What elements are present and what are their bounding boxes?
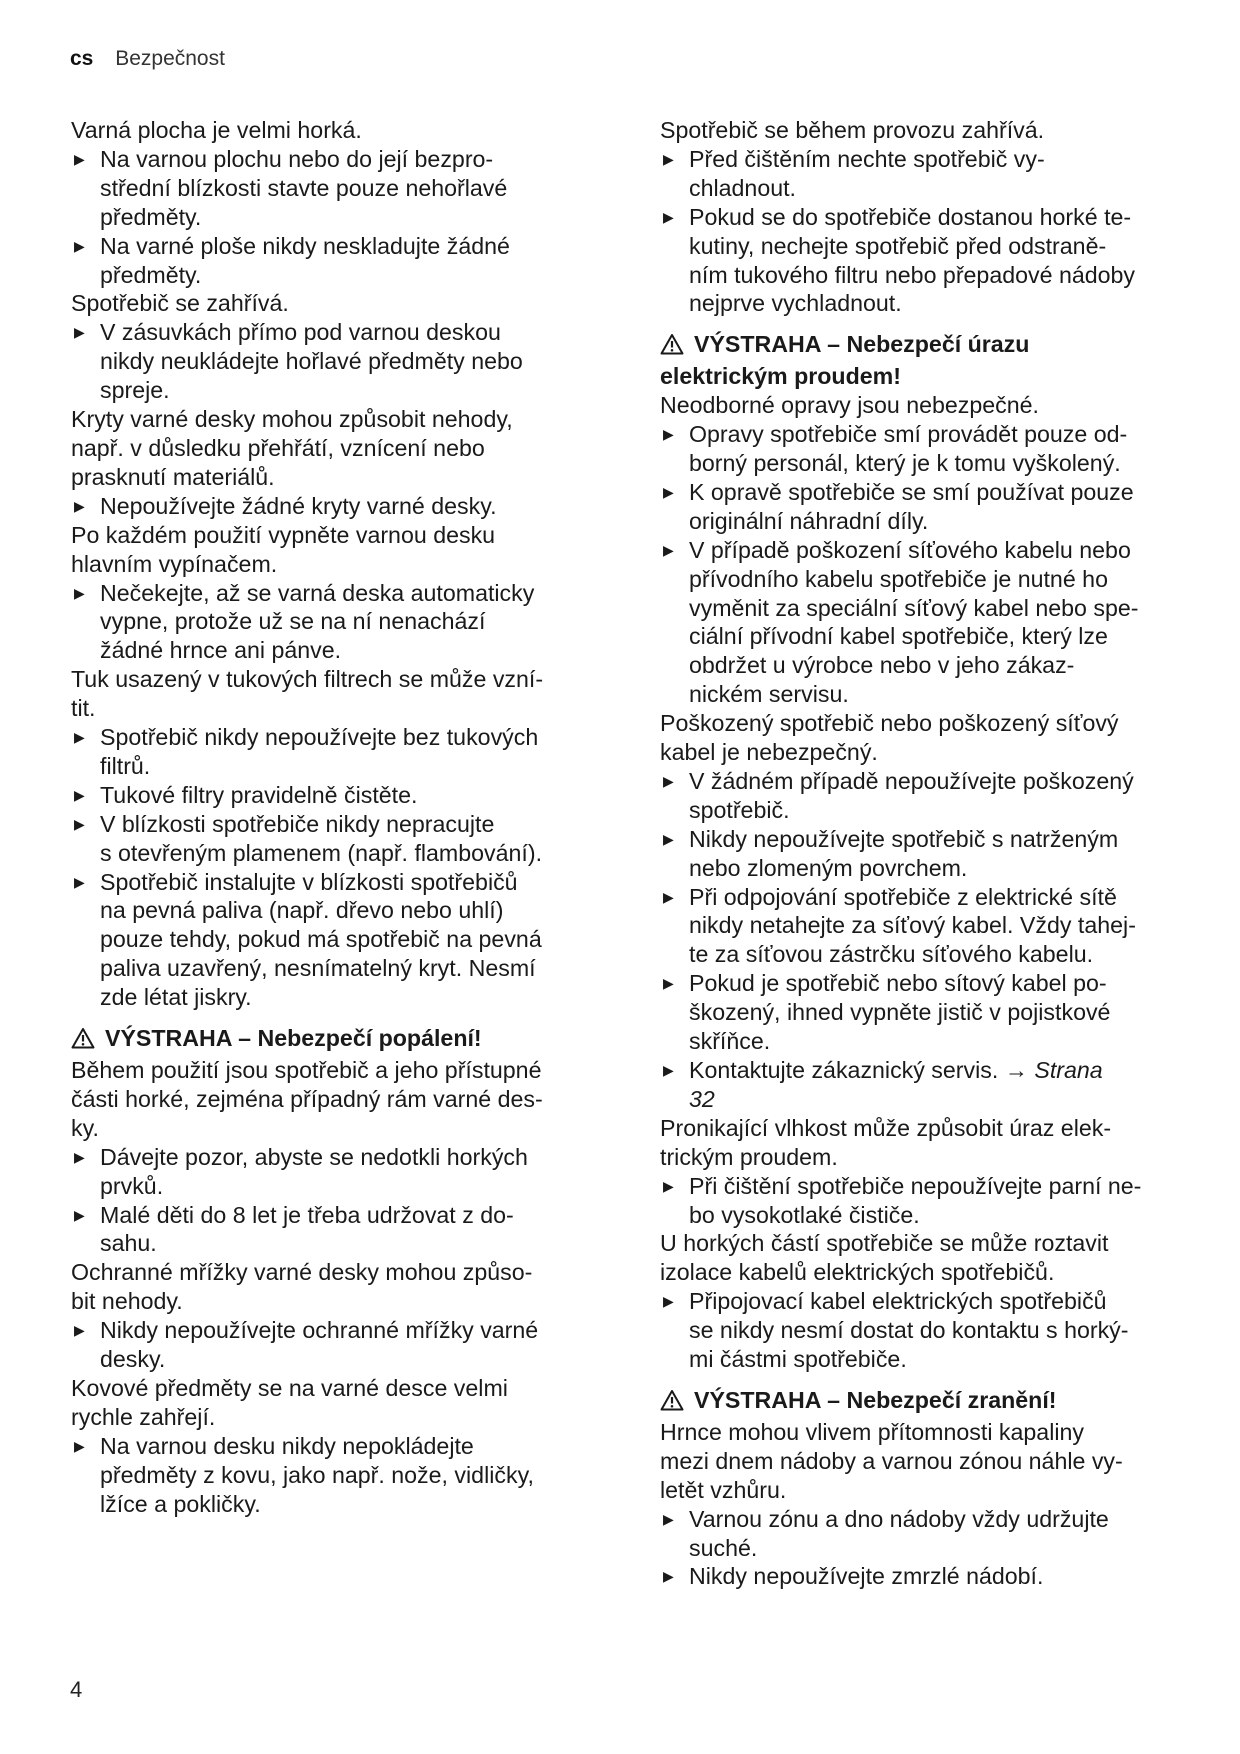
bullet-text: Nikdy nepoužívejte zmrzlé nádobí.: [689, 1563, 1044, 1590]
paragraph: Poškozený spotřebič nebo poškozený síťový kabel je nebezpečný.: [660, 710, 1119, 766]
bullet-text: Připojovací kabel elektrických spotřebičů se nikdy nesmí dostat do kontaktu s horký- mi částmi spotřebiče.: [689, 1288, 1129, 1373]
bullet-text: Opravy spotřebiče smí provádět pouze od- borný personál, který je k tomu vyškolený.: [689, 421, 1128, 476]
bullet-item: [660, 1172, 1200, 1230]
bullet-item: [71, 868, 611, 1013]
bullet-text: V žádném případě nepoužívejte poškozený spotřebič.: [689, 767, 1134, 823]
bullet-arrow-icon: ▶: [74, 815, 85, 832]
warning-heading: [71, 1024, 611, 1056]
bullet-arrow-icon: ▶: [74, 1148, 85, 1165]
bullet-text: Malé děti do 8 let je třeba udržovat z do- sahu.: [100, 1201, 514, 1257]
bullet-text: Tukové filtry pravidelně čistěte.: [100, 781, 418, 808]
bullet-text: Na varné ploše nikdy neskladujte žádné předměty.: [100, 232, 510, 288]
reference-arrow-icon: →: [1004, 1057, 1035, 1083]
bullet-text: Spotřebič nikdy nepoužívejte bez tukových filtrů.: [100, 724, 539, 779]
bullet-item: [71, 1316, 611, 1374]
paragraph: Neodborné opravy jsou nebezpečné.: [660, 392, 1039, 419]
warning-heading: [660, 330, 1200, 391]
bullet-text: Před čištěním nechte spotřebič vy- chladnout.: [689, 145, 1045, 201]
bullet-item: [71, 1432, 611, 1519]
paragraph: Spotřebič se během provozu zahřívá.: [660, 117, 1045, 143]
paragraph: Během použití jsou spotřebič a jeho přístupné části horké, zejména případný rám varné des- ky.: [71, 1057, 543, 1141]
bullet-arrow-icon: ▶: [663, 150, 674, 167]
bullet-arrow-icon: ▶: [74, 729, 85, 746]
bullet-arrow-icon: ▶: [74, 786, 85, 803]
bullet-item: [660, 767, 1200, 825]
bullet-item: [71, 232, 611, 290]
bullet-text: K opravě spotřebiče se smí používat pouze originální náhradní díly.: [689, 478, 1134, 534]
bullet-item: [71, 145, 611, 232]
bullet-item: [660, 1505, 1200, 1563]
bullet-item: [660, 478, 1200, 536]
left-column: [71, 116, 611, 1519]
paragraph: Pronikající vlhkost může způsobit úraz elek- trickým proudem.: [660, 1114, 1112, 1170]
bullet-arrow-icon: ▶: [74, 1437, 85, 1454]
page-header: [70, 47, 225, 71]
right-column: [660, 116, 1200, 1591]
bullet-text: Pokud se do spotřebiče dostanou horké te- kutiny, nechejte spotřebič před odstraně- ním tukového filtru nebo přepadové nádoby nejprve vychladnout.: [689, 203, 1136, 317]
paragraph: Tuk usazený v tukových filtrech se může vzní- tit.: [71, 666, 544, 722]
bullet-arrow-icon: ▶: [663, 772, 674, 789]
bullet-text: Dávejte pozor, abyste se nedotkli horkých prvků.: [100, 1143, 528, 1199]
bullet-text: Kontaktujte zákaznický servis.: [689, 1057, 1005, 1083]
paragraph: Ochranné mřížky varné desky mohou způso- bit nehody.: [71, 1259, 533, 1315]
bullet-item: [71, 1201, 611, 1259]
warning-icon: [71, 1027, 95, 1056]
bullet-text: Pokud je spotřebič nebo sítový kabel po- škozený, ihned vypněte jistič v pojistkové skříňce.: [689, 970, 1111, 1055]
bullet-item: [71, 1143, 611, 1201]
bullet-text: V zásuvkách přímo pod varnou deskou nikdy neukládejte hořlavé předměty nebo spreje.: [100, 319, 523, 404]
bullet-arrow-icon: ▶: [74, 873, 85, 890]
paragraph: Kovové předměty se na varné desce velmi rychle zahřejí.: [71, 1374, 508, 1430]
page-reference: Strana 32: [689, 1057, 1103, 1112]
warning-heading: [660, 1386, 1200, 1418]
bullet-text: Nikdy nepoužívejte ochranné mřížky varné desky.: [100, 1317, 539, 1373]
section-title: Bezpečnost: [115, 47, 225, 70]
bullet-item: [660, 825, 1200, 883]
bullet-item: [660, 420, 1200, 478]
bullet-text: V případě poškození síťového kabelu nebo přívodního kabelu spotřebiče je nutné ho vyměnit za speciální síťový kabel nebo spe- ciální přívodní kabel spotřebiče, který lze obdržet u výrobce nebo v jeho zákaz- nickém servisu.: [689, 536, 1139, 708]
paragraph: Hrnce mohou vlivem přítomnosti kapaliny mezi dnem nádoby a varnou zónou náhle vy- letět vzhůru.: [660, 1418, 1123, 1503]
paragraph: Po každém použití vypněte varnou desku hlavním vypínačem.: [71, 521, 496, 577]
bullet-item: [71, 723, 611, 781]
bullet-arrow-icon: ▶: [663, 1062, 674, 1078]
bullet-arrow-icon: ▶: [663, 483, 674, 500]
bullet-arrow-icon: ▶: [74, 150, 85, 167]
bullet-item: [660, 1056, 1200, 1114]
language-code: cs: [70, 47, 94, 70]
bullet-text: Na varnou plochu nebo do její bezpro- střední blízkosti stavte pouze nehořlavé předměty.: [100, 145, 508, 230]
bullet-text: Nikdy nepoužívejte spotřebič s natrženým nebo zlomeným povrchem.: [689, 825, 1119, 881]
bullet-item: [71, 781, 611, 810]
warning-text: VÝSTRAHA – Nebezpečí popálení!: [105, 1025, 482, 1052]
paragraph: U horkých částí spotřebiče se může roztavit izolace kabelů elektrických spotřebičů.: [660, 1230, 1109, 1286]
bullet-text: Varnou zónu a dno nádoby vždy udržujte suché.: [689, 1505, 1109, 1561]
bullet-arrow-icon: ▶: [74, 1322, 85, 1339]
bullet-item: [71, 492, 611, 521]
bullet-item: [660, 203, 1200, 319]
bullet-arrow-icon: ▶: [74, 584, 85, 601]
bullet-arrow-icon: ▶: [74, 497, 85, 514]
bullet-arrow-icon: ▶: [74, 1206, 85, 1223]
bullet-arrow-icon: ▶: [663, 1568, 674, 1585]
bullet-arrow-icon: ▶: [663, 975, 674, 992]
bullet-arrow-icon: ▶: [663, 1510, 674, 1527]
paragraph: Spotřebič se zahřívá.: [71, 290, 289, 317]
bullet-text: Při odpojování spotřebiče z elektrické sítě nikdy netahejte za síťový kabel. Vždy tahej- te za síťovou zástrčku síťového kabelu.: [689, 883, 1136, 968]
bullet-arrow-icon: ▶: [663, 541, 674, 558]
bullet-item: [660, 1562, 1200, 1591]
bullet-arrow-icon: ▶: [663, 1293, 674, 1310]
bullet-item: [71, 318, 611, 405]
bullet-text: Nečekejte, až se varná deska automaticky vypne, protože už se na ní nenachází žádné hrnce ani pánve.: [100, 579, 535, 664]
paragraph: Kryty varné desky mohou způsobit nehody, např. v důsledku přehřátí, vznícení nebo prasknutí materiálů.: [71, 406, 513, 490]
bullet-arrow-icon: ▶: [663, 1177, 674, 1194]
bullet-item: [660, 969, 1200, 1056]
bullet-item: [71, 579, 611, 666]
page-number: 4: [70, 1677, 83, 1702]
warning-text: VÝSTRAHA – Nebezpečí úrazu elektrickým proudem!: [660, 331, 1030, 390]
bullet-arrow-icon: ▶: [74, 237, 85, 254]
warning-icon: [660, 333, 684, 362]
bullet-arrow-icon: ▶: [74, 324, 85, 341]
bullet-arrow-icon: ▶: [663, 888, 674, 905]
bullet-text: Při čištění spotřebiče nepoužívejte parní ne- bo vysokotlaké čističe.: [689, 1172, 1142, 1228]
warning-icon: [660, 1389, 684, 1418]
bullet-item: [660, 145, 1200, 203]
bullet-text: Nepoužívejte žádné kryty varné desky.: [100, 492, 497, 519]
bullet-arrow-icon: ▶: [663, 830, 674, 847]
bullet-item: [660, 1287, 1200, 1374]
bullet-text: Spotřebič instalujte v blízkosti spotřebičů na pevná paliva (např. dřevo nebo uhlí) pouze tehdy, pokud má spotřebič na pevná paliva uzavřený, nesnímatelný kryt. Nesmí zde létat jiskry.: [100, 868, 542, 1011]
warning-text: VÝSTRAHA – Nebezpečí zranění!: [694, 1386, 1057, 1413]
bullet-item: [71, 810, 611, 868]
bullet-arrow-icon: ▶: [663, 208, 674, 225]
bullet-text: Na varnou desku nikdy nepokládejte předměty z kovu, jako např. nože, vidličky, lžíce a pokličky.: [100, 1432, 534, 1517]
bullet-item: [660, 536, 1200, 709]
bullet-arrow-icon: ▶: [663, 426, 674, 443]
bullet-item: [660, 883, 1200, 970]
paragraph: Varná plocha je velmi horká.: [71, 117, 362, 143]
bullet-text: V blízkosti spotřebiče nikdy nepracujte s otevřeným plamenem (např. flambování).: [100, 810, 543, 866]
